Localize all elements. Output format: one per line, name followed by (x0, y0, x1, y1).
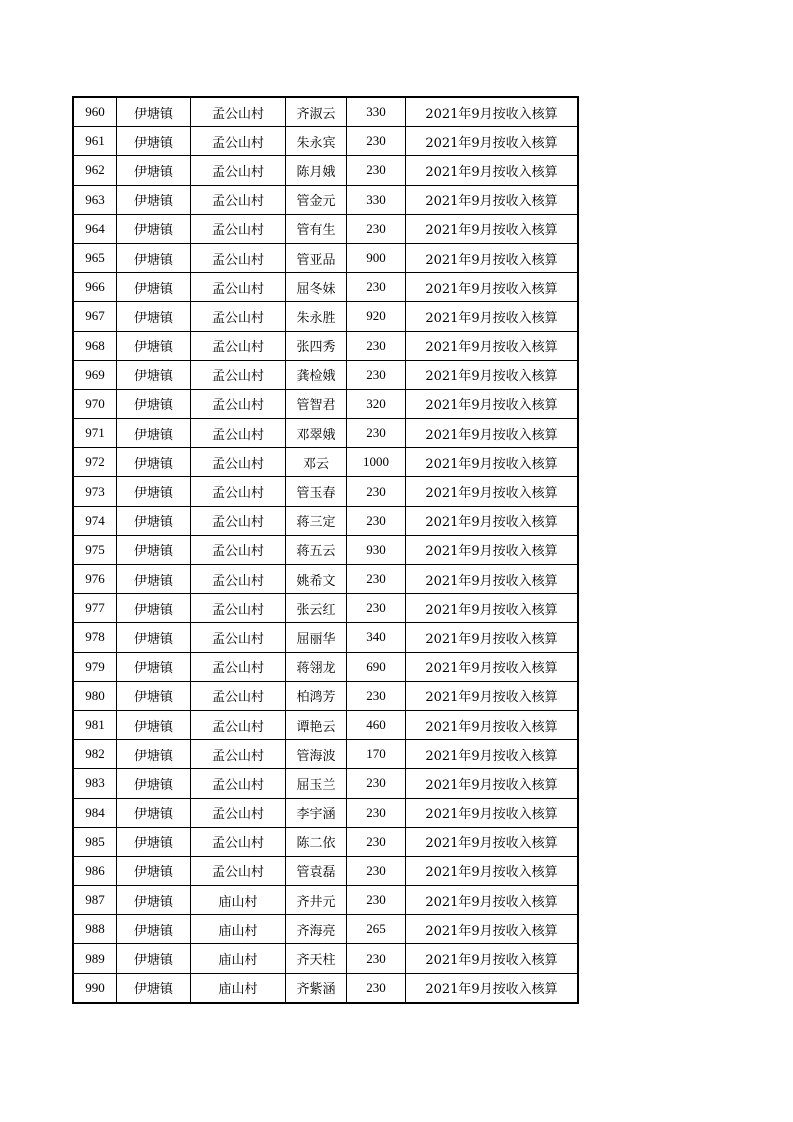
person-name-cell: 龚检娥 (286, 360, 347, 389)
row-number-cell: 972 (73, 448, 117, 477)
town-cell: 伊塘镇 (117, 973, 191, 1003)
table-row (73, 623, 578, 652)
row-number-cell: 963 (73, 185, 117, 214)
note-cell: 2021年9月按收入核算 (406, 97, 579, 127)
amount-cell: 170 (347, 740, 406, 769)
person-name-cell: 邓翠娥 (286, 419, 347, 448)
village-cell: 孟公山村 (191, 594, 286, 623)
row-number-cell: 978 (73, 623, 117, 652)
amount-cell: 230 (347, 214, 406, 243)
town-cell: 伊塘镇 (117, 331, 191, 360)
note-cell: 2021年9月按收入核算 (406, 419, 579, 448)
person-name-cell: 张四秀 (286, 331, 347, 360)
table-row (73, 243, 578, 272)
row-number-cell: 970 (73, 389, 117, 418)
person-name-cell: 屈玉兰 (286, 769, 347, 798)
amount-cell: 230 (347, 798, 406, 827)
person-name-cell: 齐紫涵 (286, 973, 347, 1003)
amount-cell: 330 (347, 185, 406, 214)
note-cell: 2021年9月按收入核算 (406, 156, 579, 185)
town-cell: 伊塘镇 (117, 214, 191, 243)
table-body (73, 97, 578, 1003)
table-row (73, 506, 578, 535)
note-cell: 2021年9月按收入核算 (406, 506, 579, 535)
row-number-cell: 985 (73, 827, 117, 856)
village-cell: 孟公山村 (191, 652, 286, 681)
village-cell: 孟公山村 (191, 243, 286, 272)
note-cell: 2021年9月按收入核算 (406, 302, 579, 331)
row-number-cell: 987 (73, 886, 117, 915)
note-cell: 2021年9月按收入核算 (406, 827, 579, 856)
village-cell: 庙山村 (191, 886, 286, 915)
town-cell: 伊塘镇 (117, 448, 191, 477)
village-cell: 孟公山村 (191, 127, 286, 156)
town-cell: 伊塘镇 (117, 798, 191, 827)
amount-cell: 230 (347, 973, 406, 1003)
table-row (73, 886, 578, 915)
table-row (73, 419, 578, 448)
note-cell: 2021年9月按收入核算 (406, 886, 579, 915)
person-name-cell: 陈月娥 (286, 156, 347, 185)
village-cell: 孟公山村 (191, 214, 286, 243)
table-row (73, 214, 578, 243)
town-cell: 伊塘镇 (117, 273, 191, 302)
row-number-cell: 976 (73, 565, 117, 594)
table-row (73, 273, 578, 302)
row-number-cell: 962 (73, 156, 117, 185)
row-number-cell: 961 (73, 127, 117, 156)
person-name-cell: 蒋翎龙 (286, 652, 347, 681)
town-cell: 伊塘镇 (117, 856, 191, 885)
note-cell: 2021年9月按收入核算 (406, 243, 579, 272)
row-number-cell: 965 (73, 243, 117, 272)
amount-cell: 930 (347, 535, 406, 564)
table-row (73, 331, 578, 360)
village-cell: 孟公山村 (191, 710, 286, 739)
table-row (73, 535, 578, 564)
amount-cell: 330 (347, 97, 406, 127)
amount-cell: 460 (347, 710, 406, 739)
town-cell: 伊塘镇 (117, 769, 191, 798)
note-cell: 2021年9月按收入核算 (406, 769, 579, 798)
person-name-cell: 陈二依 (286, 827, 347, 856)
person-name-cell: 谭艳云 (286, 710, 347, 739)
village-cell: 孟公山村 (191, 856, 286, 885)
town-cell: 伊塘镇 (117, 944, 191, 973)
village-cell: 孟公山村 (191, 623, 286, 652)
village-cell: 庙山村 (191, 944, 286, 973)
town-cell: 伊塘镇 (117, 681, 191, 710)
note-cell: 2021年9月按收入核算 (406, 681, 579, 710)
village-cell: 孟公山村 (191, 419, 286, 448)
table-row (73, 185, 578, 214)
person-name-cell: 齐淑云 (286, 97, 347, 127)
town-cell: 伊塘镇 (117, 535, 191, 564)
amount-cell: 230 (347, 477, 406, 506)
person-name-cell: 屈冬妹 (286, 273, 347, 302)
amount-cell: 340 (347, 623, 406, 652)
town-cell: 伊塘镇 (117, 506, 191, 535)
note-cell: 2021年9月按收入核算 (406, 594, 579, 623)
person-name-cell: 蒋三定 (286, 506, 347, 535)
table-row (73, 769, 578, 798)
row-number-cell: 977 (73, 594, 117, 623)
person-name-cell: 管有生 (286, 214, 347, 243)
row-number-cell: 964 (73, 214, 117, 243)
note-cell: 2021年9月按收入核算 (406, 477, 579, 506)
town-cell: 伊塘镇 (117, 302, 191, 331)
town-cell: 伊塘镇 (117, 127, 191, 156)
table-row (73, 565, 578, 594)
town-cell: 伊塘镇 (117, 185, 191, 214)
town-cell: 伊塘镇 (117, 360, 191, 389)
table-row (73, 594, 578, 623)
note-cell: 2021年9月按收入核算 (406, 798, 579, 827)
town-cell: 伊塘镇 (117, 565, 191, 594)
amount-cell: 230 (347, 769, 406, 798)
row-number-cell: 982 (73, 740, 117, 769)
amount-cell: 230 (347, 944, 406, 973)
note-cell: 2021年9月按收入核算 (406, 127, 579, 156)
village-cell: 孟公山村 (191, 681, 286, 710)
village-cell: 孟公山村 (191, 740, 286, 769)
table-row (73, 652, 578, 681)
town-cell: 伊塘镇 (117, 915, 191, 944)
village-cell: 孟公山村 (191, 389, 286, 418)
person-name-cell: 齐海亮 (286, 915, 347, 944)
amount-cell: 920 (347, 302, 406, 331)
note-cell: 2021年9月按收入核算 (406, 565, 579, 594)
row-number-cell: 984 (73, 798, 117, 827)
village-cell: 庙山村 (191, 915, 286, 944)
village-cell: 孟公山村 (191, 273, 286, 302)
row-number-cell: 974 (73, 506, 117, 535)
town-cell: 伊塘镇 (117, 419, 191, 448)
data-table (72, 96, 579, 1004)
person-name-cell: 屈丽华 (286, 623, 347, 652)
row-number-cell: 966 (73, 273, 117, 302)
amount-cell: 230 (347, 565, 406, 594)
person-name-cell: 朱永宾 (286, 127, 347, 156)
row-number-cell: 983 (73, 769, 117, 798)
amount-cell: 320 (347, 389, 406, 418)
person-name-cell: 蒋五云 (286, 535, 347, 564)
town-cell: 伊塘镇 (117, 740, 191, 769)
amount-cell: 900 (347, 243, 406, 272)
village-cell: 孟公山村 (191, 798, 286, 827)
amount-cell: 690 (347, 652, 406, 681)
note-cell: 2021年9月按收入核算 (406, 389, 579, 418)
row-number-cell: 969 (73, 360, 117, 389)
village-cell: 孟公山村 (191, 185, 286, 214)
table-row (73, 477, 578, 506)
note-cell: 2021年9月按收入核算 (406, 973, 579, 1003)
amount-cell: 230 (347, 419, 406, 448)
note-cell: 2021年9月按收入核算 (406, 214, 579, 243)
town-cell: 伊塘镇 (117, 623, 191, 652)
person-name-cell: 管玉春 (286, 477, 347, 506)
person-name-cell: 张云红 (286, 594, 347, 623)
village-cell: 孟公山村 (191, 477, 286, 506)
row-number-cell: 988 (73, 915, 117, 944)
note-cell: 2021年9月按收入核算 (406, 448, 579, 477)
person-name-cell: 朱永胜 (286, 302, 347, 331)
amount-cell: 230 (347, 331, 406, 360)
person-name-cell: 姚希文 (286, 565, 347, 594)
table-row (73, 448, 578, 477)
row-number-cell: 960 (73, 97, 117, 127)
amount-cell: 230 (347, 273, 406, 302)
village-cell: 孟公山村 (191, 360, 286, 389)
note-cell: 2021年9月按收入核算 (406, 915, 579, 944)
note-cell: 2021年9月按收入核算 (406, 710, 579, 739)
note-cell: 2021年9月按收入核算 (406, 331, 579, 360)
village-cell: 孟公山村 (191, 535, 286, 564)
amount-cell: 230 (347, 360, 406, 389)
table-row (73, 944, 578, 973)
row-number-cell: 986 (73, 856, 117, 885)
village-cell: 孟公山村 (191, 156, 286, 185)
amount-cell: 1000 (347, 448, 406, 477)
table-row (73, 827, 578, 856)
row-number-cell: 980 (73, 681, 117, 710)
note-cell: 2021年9月按收入核算 (406, 740, 579, 769)
table-row (73, 856, 578, 885)
row-number-cell: 990 (73, 973, 117, 1003)
town-cell: 伊塘镇 (117, 243, 191, 272)
table-row (73, 973, 578, 1003)
town-cell: 伊塘镇 (117, 389, 191, 418)
table-row (73, 681, 578, 710)
person-name-cell: 管金元 (286, 185, 347, 214)
table-row (73, 389, 578, 418)
note-cell: 2021年9月按收入核算 (406, 273, 579, 302)
person-name-cell: 管海波 (286, 740, 347, 769)
amount-cell: 230 (347, 594, 406, 623)
person-name-cell: 邓云 (286, 448, 347, 477)
row-number-cell: 967 (73, 302, 117, 331)
row-number-cell: 973 (73, 477, 117, 506)
row-number-cell: 975 (73, 535, 117, 564)
note-cell: 2021年9月按收入核算 (406, 185, 579, 214)
village-cell: 孟公山村 (191, 331, 286, 360)
village-cell: 庙山村 (191, 973, 286, 1003)
amount-cell: 230 (347, 827, 406, 856)
note-cell: 2021年9月按收入核算 (406, 856, 579, 885)
note-cell: 2021年9月按收入核算 (406, 360, 579, 389)
row-number-cell: 989 (73, 944, 117, 973)
table-row (73, 798, 578, 827)
table-row (73, 740, 578, 769)
row-number-cell: 979 (73, 652, 117, 681)
note-cell: 2021年9月按收入核算 (406, 623, 579, 652)
note-cell: 2021年9月按收入核算 (406, 944, 579, 973)
town-cell: 伊塘镇 (117, 827, 191, 856)
note-cell: 2021年9月按收入核算 (406, 652, 579, 681)
village-cell: 孟公山村 (191, 448, 286, 477)
person-name-cell: 管袁磊 (286, 856, 347, 885)
table-row (73, 360, 578, 389)
town-cell: 伊塘镇 (117, 97, 191, 127)
row-number-cell: 981 (73, 710, 117, 739)
village-cell: 孟公山村 (191, 506, 286, 535)
table-row (73, 127, 578, 156)
row-number-cell: 971 (73, 419, 117, 448)
amount-cell: 230 (347, 156, 406, 185)
amount-cell: 230 (347, 506, 406, 535)
town-cell: 伊塘镇 (117, 710, 191, 739)
amount-cell: 230 (347, 856, 406, 885)
town-cell: 伊塘镇 (117, 156, 191, 185)
row-number-cell: 968 (73, 331, 117, 360)
village-cell: 孟公山村 (191, 565, 286, 594)
table-row (73, 156, 578, 185)
village-cell: 孟公山村 (191, 769, 286, 798)
town-cell: 伊塘镇 (117, 652, 191, 681)
person-name-cell: 管智君 (286, 389, 347, 418)
table-row (73, 97, 578, 127)
person-name-cell: 齐井元 (286, 886, 347, 915)
person-name-cell: 齐天柱 (286, 944, 347, 973)
table-row (73, 710, 578, 739)
table-row (73, 302, 578, 331)
amount-cell: 230 (347, 681, 406, 710)
town-cell: 伊塘镇 (117, 886, 191, 915)
village-cell: 孟公山村 (191, 827, 286, 856)
village-cell: 孟公山村 (191, 302, 286, 331)
amount-cell: 230 (347, 886, 406, 915)
note-cell: 2021年9月按收入核算 (406, 535, 579, 564)
table-row (73, 915, 578, 944)
amount-cell: 230 (347, 127, 406, 156)
amount-cell: 265 (347, 915, 406, 944)
person-name-cell: 管亚品 (286, 243, 347, 272)
town-cell: 伊塘镇 (117, 477, 191, 506)
person-name-cell: 柏鸿芳 (286, 681, 347, 710)
town-cell: 伊塘镇 (117, 594, 191, 623)
village-cell: 孟公山村 (191, 97, 286, 127)
person-name-cell: 李宇涵 (286, 798, 347, 827)
